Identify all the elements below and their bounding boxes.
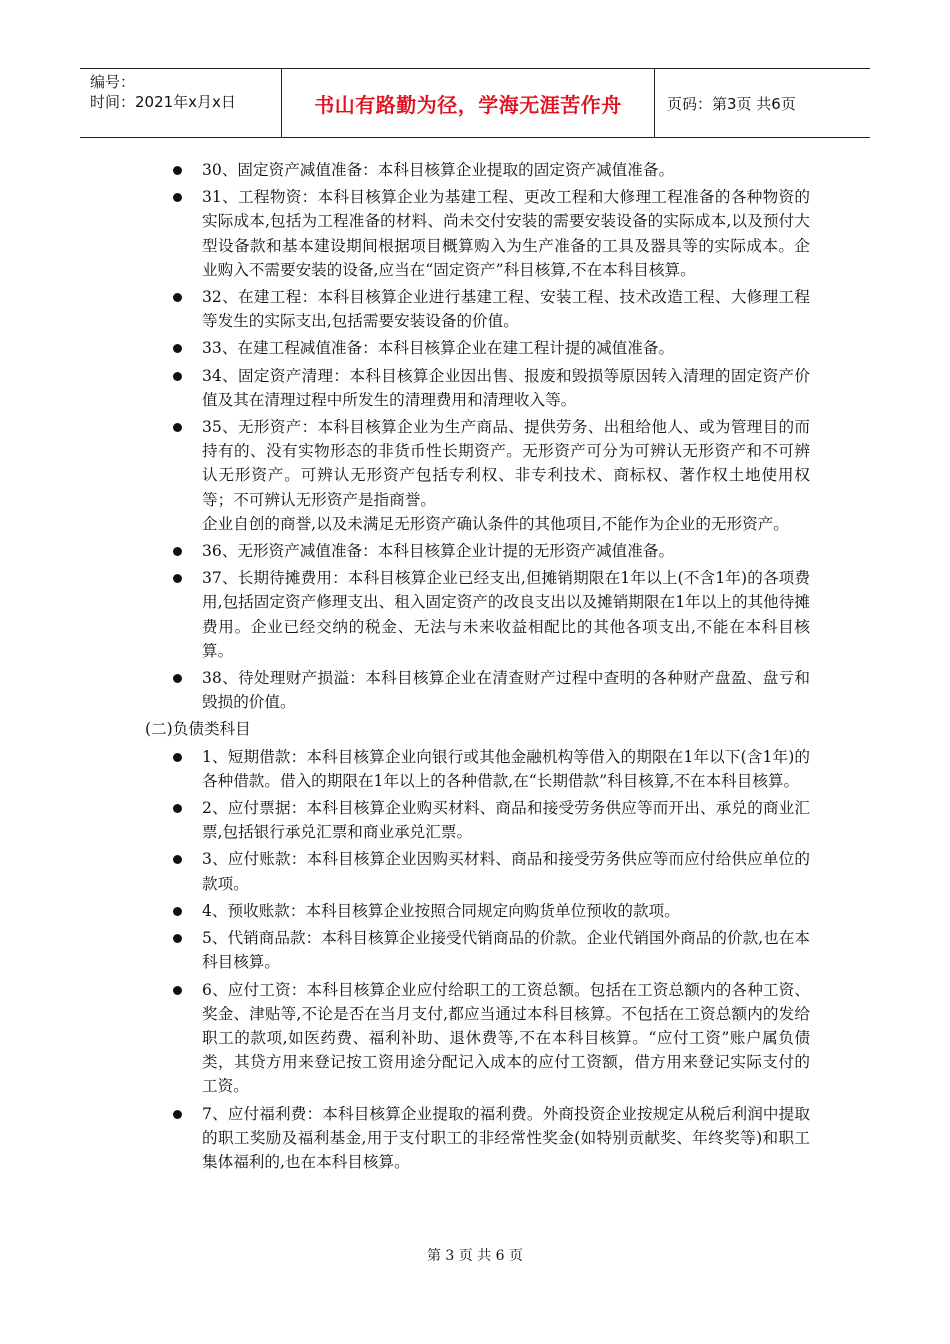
list-item: 35、无形资产：本科目核算企业为生产商品、提供劳务、出租给他人、或为管理目的而持有的、没有实物形态的非货币性长期资产。无形资产可分为可辨认无形资产和不可辨认无形资产。可辨认无形资产包括专利权、非专利技术、商标权、著作权土地使用权等；不可辨认无形资产是指商誉。 [170,415,810,512]
list-item: 33、在建工程减值准备：本科目核算企业在建工程计提的减值准备。 [170,336,810,360]
bullet-icon [173,674,182,683]
list-item: 4、预收账款：本科目核算企业按照合同规定向购货单位预收的款项。 [170,899,810,923]
header-motto: 书山有路勤为径，学海无涯苦作舟 [282,69,655,137]
list-item: 30、固定资产减值准备：本科目核算企业提取的固定资产减值准备。 [170,158,810,182]
list-item: 31、工程物资：本科目核算企业为基建工程、更改工程和大修理工程准备的各种物资的实际成本,包括为工程准备的材料、尚未交付安装的需要安装设备的实际成本,以及预付大型设备款和基本建设期间根据项目概算购入为生产准备的工具及器具等的实际成本。企业购入不需要安装的设备,应当在“固定资产”科目核算,不在本科目核算。 [170,185,810,282]
document-number-label: 编号： [90,73,136,91]
list-item: 34、固定资产清理：本科目核算企业因出售、报废和毁损等原因转入清理的固定资产价值及其在清理过程中所发生的清理费用和清理收入等。 [170,364,810,412]
list-item: 38、待处理财产损溢：本科目核算企业在清查财产过程中查明的各种财产盘盈、盘亏和毁损的价值。 [170,666,810,714]
list-item: 3、应付账款：本科目核算企业因购买材料、商品和接受劳务供应等而应付给供应单位的款项。 [170,847,810,895]
list-item: 6、应付工资：本科目核算企业应付给职工的工资总额。包括在工资总额内的各种工资、奖金、津贴等,不论是否在当月支付,都应当通过本科目核算。不包括在工资总额内的发给职工的款项,如医药费、福利补助、退休费等,不在本科目核算。“应付工资”账户属负债类，其贷方用来登记按工资用途分配记入成本的应付工资额，借方用来登记实际支付的工资。 [170,978,810,1099]
bullet-icon [173,547,182,556]
bullet-icon [173,574,182,583]
document-time-label: 时间：2021年x月x日 [90,93,236,111]
bullet-icon [173,804,182,813]
bullet-icon [173,855,182,864]
bullet-icon [173,753,182,762]
bullet-icon [173,372,182,381]
bullet-icon [173,986,182,995]
list-item: 7、应付福利费：本科目核算企业提取的福利费。外商投资企业按规定从税后利润中提取的职工奖励及福利基金,用于支付职工的非经常性奖金(如特别贡献奖、年终奖等)和职工集体福利的,也在本科目核算。 [170,1102,810,1175]
bullet-icon [173,907,182,916]
list-item: 37、长期待摊费用：本科目核算企业已经支出,但摊销期限在1年以上(不含1年)的各项费用,包括固定资产修理支出、租入固定资产的改良支出以及摊销期限在1年以上的其他待摊费用。企业已经交纳的税金、无法与未来收益相配比的其他各项支出,不能在本科目核算。 [170,566,810,663]
bullet-icon [173,423,182,432]
bullet-icon [173,344,182,353]
bullet-icon [173,166,182,175]
bullet-icon [173,293,182,302]
page-footer: 第 3 页 共 6 页 [426,1248,524,1264]
list-item: 5、代销商品款：本科目核算企业接受代销商品的价款。企业代销国外商品的价款,也在本科目核算。 [170,926,810,974]
list-item: 32、在建工程：本科目核算企业进行基建工程、安装工程、技术改造工程、大修理工程等发生的实际支出,包括需要安装设备的价值。 [170,285,810,333]
section-heading: (二)负债类科目 [145,720,251,739]
list-item: 2、应付票据：本科目核算企业购买材料、商品和接受劳务供应等而开出、承兑的商业汇票,包括银行承兑汇票和商业承兑汇票。 [170,796,810,844]
page-header [80,68,870,138]
header-meta [80,69,282,137]
bullet-icon [173,1110,182,1119]
list-item: 1、短期借款：本科目核算企业向银行或其他金融机构等借入的期限在1年以下(含1年)的各种借款。借入的期限在1年以上的各种借款,在“长期借款”科目核算,不在本科目核算。 [170,745,810,793]
list-item: 36、无形资产减值准备：本科目核算企业计提的无形资产减值准备。 [170,539,810,563]
bullet-icon [173,193,182,202]
document-body [145,158,810,1177]
header-page-info: 页码：第3页 共6页 [667,94,796,113]
bullet-icon [173,934,182,943]
paragraph-continuation: 企业自创的商誉,以及未满足无形资产确认条件的其他项目,不能作为企业的无形资产。 [202,514,789,533]
